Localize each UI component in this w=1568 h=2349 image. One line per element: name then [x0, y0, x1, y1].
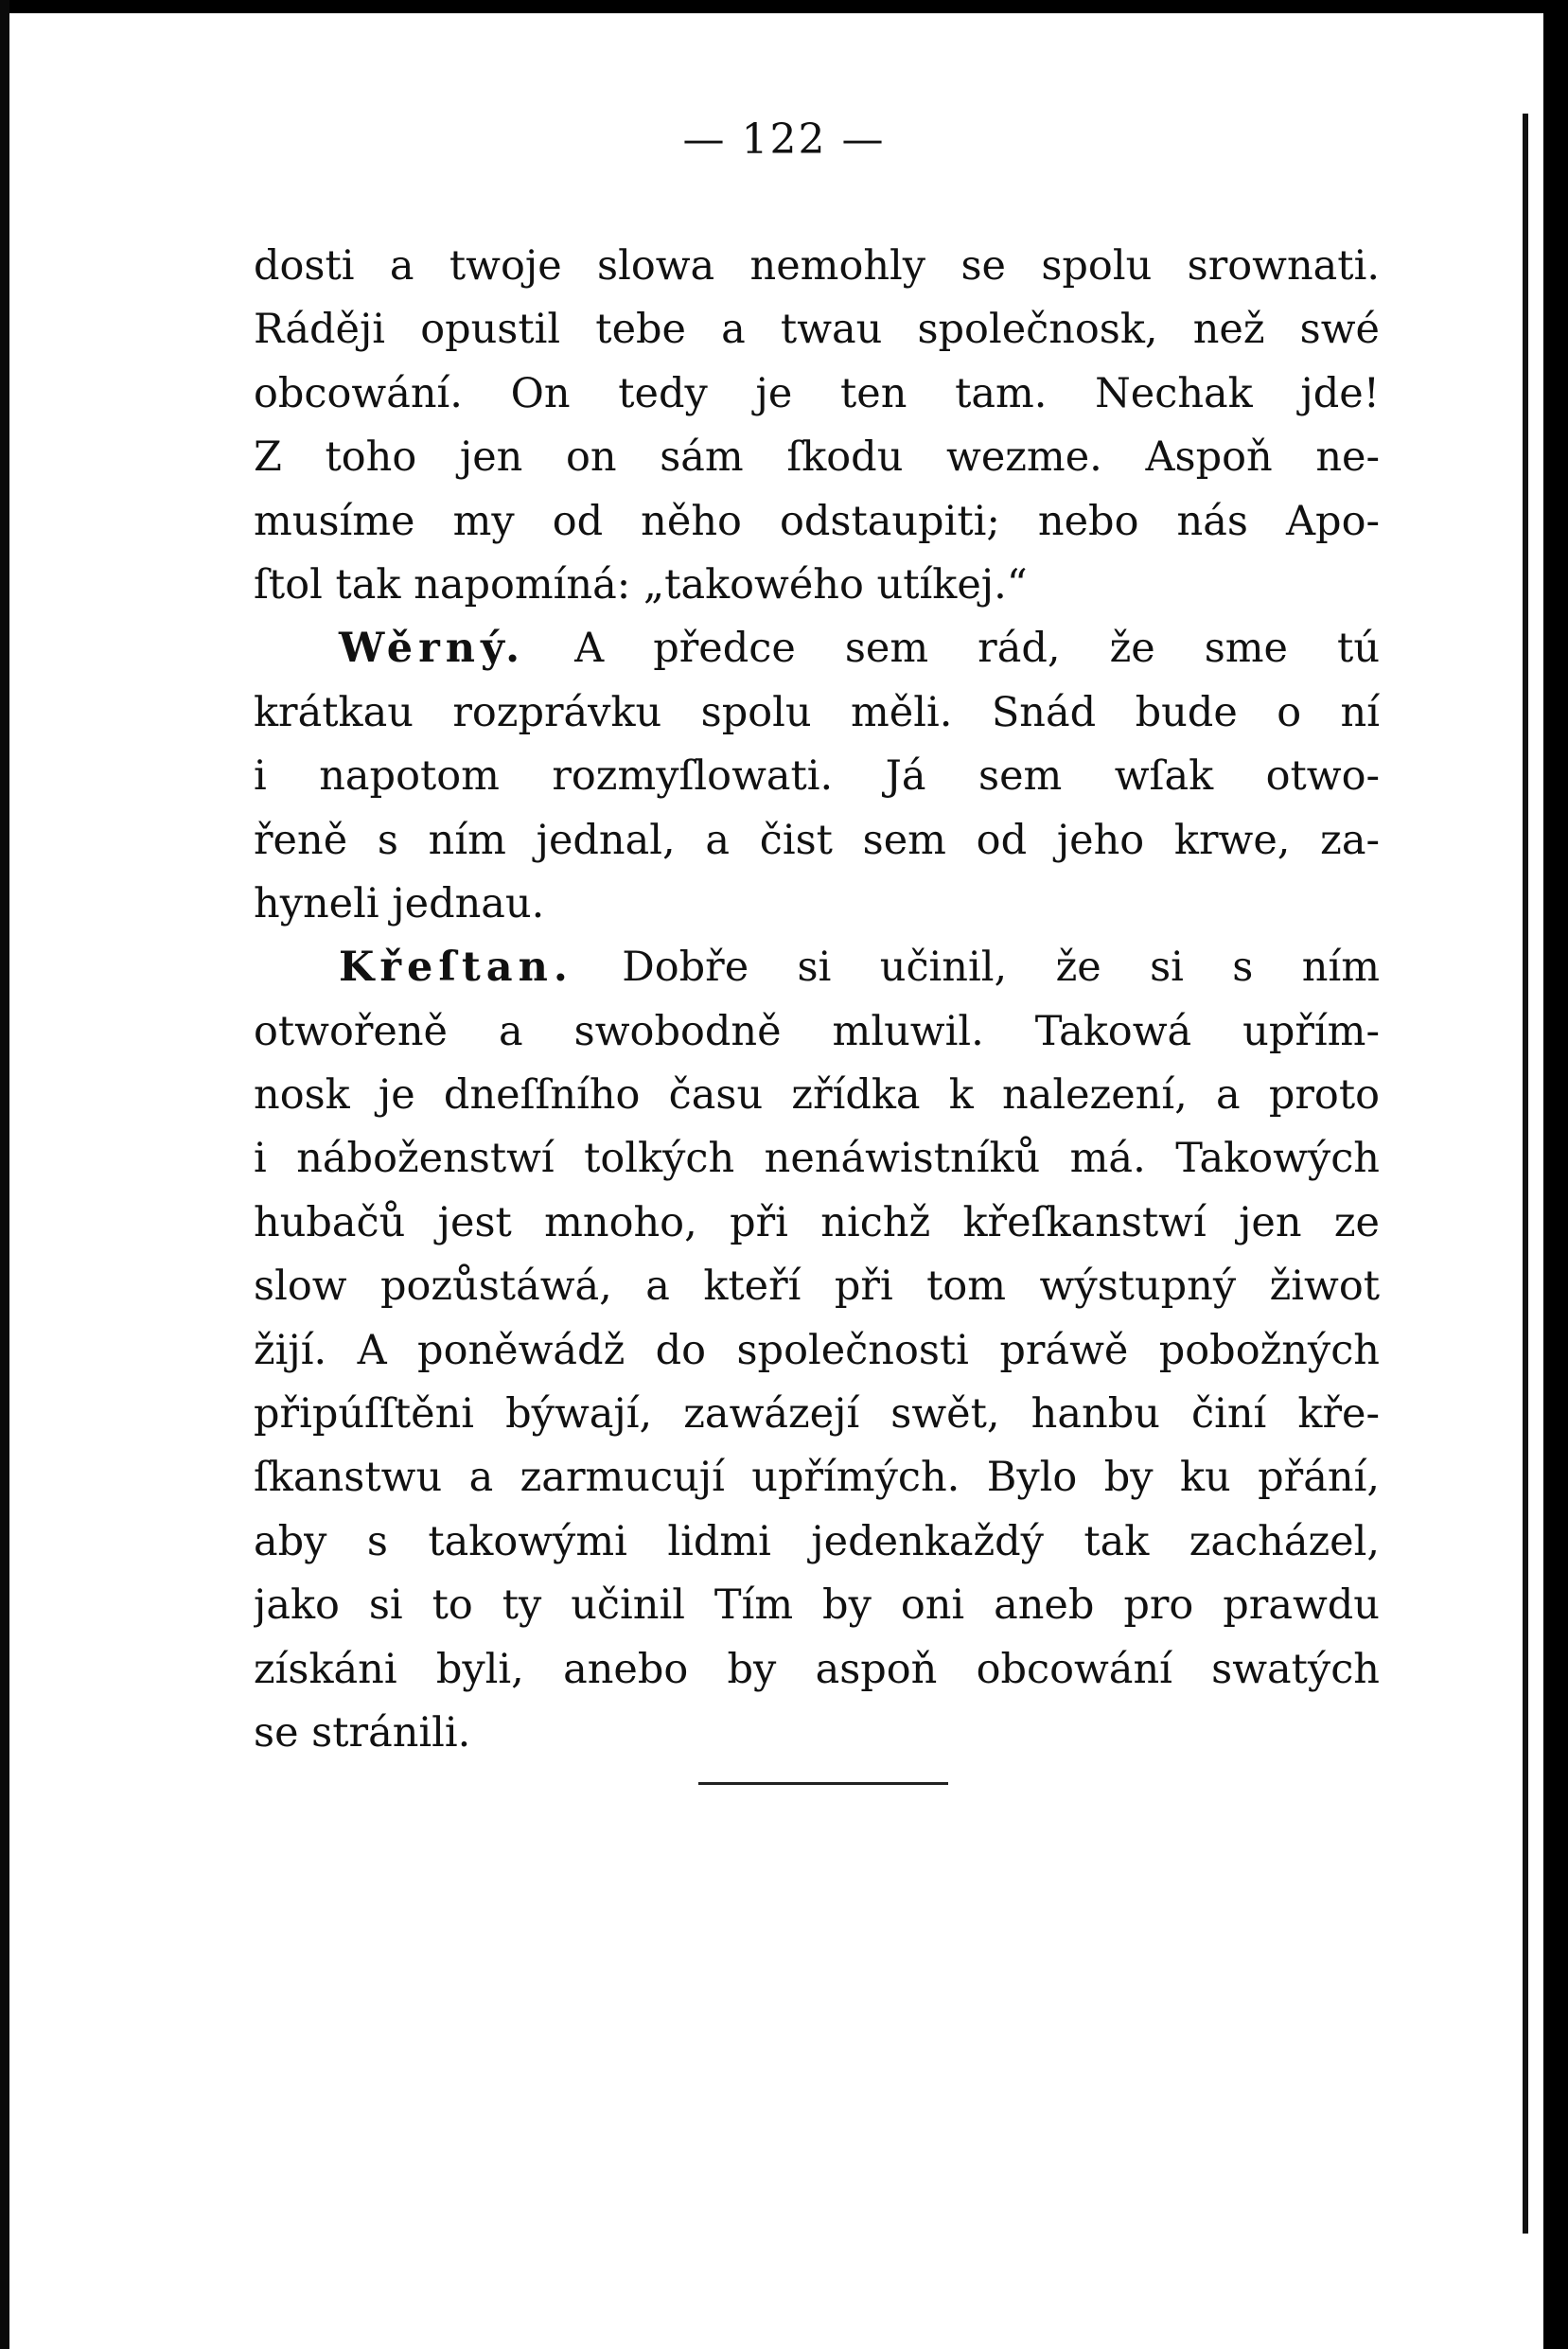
- text-line: [254, 1127, 1380, 1191]
- line-text: aby s takowými lidmi jedenkaždý tak zacházel,: [254, 1517, 1380, 1565]
- line-text: musíme my od něho odstaupiti; nebo nás Apo-: [254, 497, 1380, 545]
- text-line: [254, 490, 1380, 554]
- line-text: žijí. A poněwádž do společnosti práwě pobožných: [254, 1326, 1380, 1374]
- line-text: Z toho jen on sám ſkodu wezme. Aspoň ne-: [254, 433, 1380, 482]
- line-text: se stránili.: [254, 1708, 471, 1757]
- text-line: [254, 1702, 1380, 1765]
- text-line: [254, 1319, 1380, 1383]
- text-line: [254, 426, 1380, 489]
- text-line: [254, 681, 1380, 745]
- line-text: Ráději opustil tebe a twau společnosk, než swé: [254, 306, 1380, 354]
- scan-border-right: [1543, 0, 1568, 2349]
- line-text: krátkau rozprávku spolu měli. Snád bude o ní: [254, 688, 1380, 736]
- binding-edge: [1523, 114, 1528, 2234]
- text-line: [254, 1064, 1380, 1127]
- line-text: hyneli jednau.: [254, 879, 545, 927]
- text-line: [254, 1638, 1380, 1702]
- text-line: [254, 298, 1380, 362]
- line-text: jako si to ty učinil Tím by oni aneb pro prawdu: [254, 1581, 1380, 1630]
- scan-border-top: [0, 0, 1568, 13]
- text-line: [254, 362, 1380, 426]
- line-text: Dobře si učinil, že si s ním: [622, 944, 1380, 992]
- line-text: obcowání. On tedy je ten tam. Nechak jde!: [254, 369, 1380, 417]
- line-text: řeně s ním jednal, a čist sem od jeho krwe, za-: [254, 816, 1380, 864]
- text-line: [254, 554, 1380, 617]
- text-line: [254, 1510, 1380, 1574]
- text-line: [254, 745, 1380, 808]
- line-text: nosk je dneſſního času zřídka k nalezení, a proto: [254, 1071, 1380, 1120]
- speaker-name: Křeſtan.: [339, 944, 573, 992]
- line-text: ſtol tak napomíná: „takowého utíkej.“: [254, 560, 1028, 609]
- text-line: [254, 1446, 1380, 1510]
- section-divider-rule: [698, 1782, 948, 1785]
- line-text: otwořeně a swobodně mluwil. Takowá upřím-: [254, 1007, 1380, 1055]
- scan-border-left: [0, 0, 9, 2349]
- text-line: [254, 1000, 1380, 1064]
- text-line: [254, 1383, 1380, 1446]
- line-text: ſkanstwu a zarmucují upřímých. Bylo by ku přání,: [254, 1454, 1380, 1502]
- line-text: získáni byli, anebo by aspoň obcowání swatých: [254, 1645, 1380, 1693]
- body-text: [254, 235, 1380, 1765]
- line-text: i náboženstwí tolkých nenáwistníků má. Takowých: [254, 1135, 1380, 1183]
- text-line: [254, 1255, 1380, 1318]
- line-text: i napotom rozmyſlowati. Já sem wſak otwo-: [254, 752, 1380, 801]
- text-line: [254, 235, 1380, 298]
- text-line: [254, 1192, 1380, 1255]
- page-number: — 122 —: [682, 115, 886, 164]
- line-text: dosti a twoje slowa nemohly se spolu srownati.: [254, 242, 1380, 290]
- text-line: [254, 1574, 1380, 1637]
- line-text: připúſſtěni býwají, zawázejí swět, hanbu činí kře-: [254, 1390, 1380, 1439]
- text-line: [254, 873, 1380, 936]
- line-text: hubačů jest mnoho, při nichž křeſkanstwí jen ze: [254, 1198, 1380, 1246]
- text-line: [254, 617, 1380, 680]
- line-text: slow pozůstáwá, a kteří při tom wýstupný žiwot: [254, 1263, 1380, 1311]
- line-text: A předce sem rád, že sme tú: [574, 625, 1380, 673]
- text-line: [254, 809, 1380, 873]
- text-line: [254, 936, 1380, 999]
- speaker-name: Wěrný.: [339, 625, 526, 673]
